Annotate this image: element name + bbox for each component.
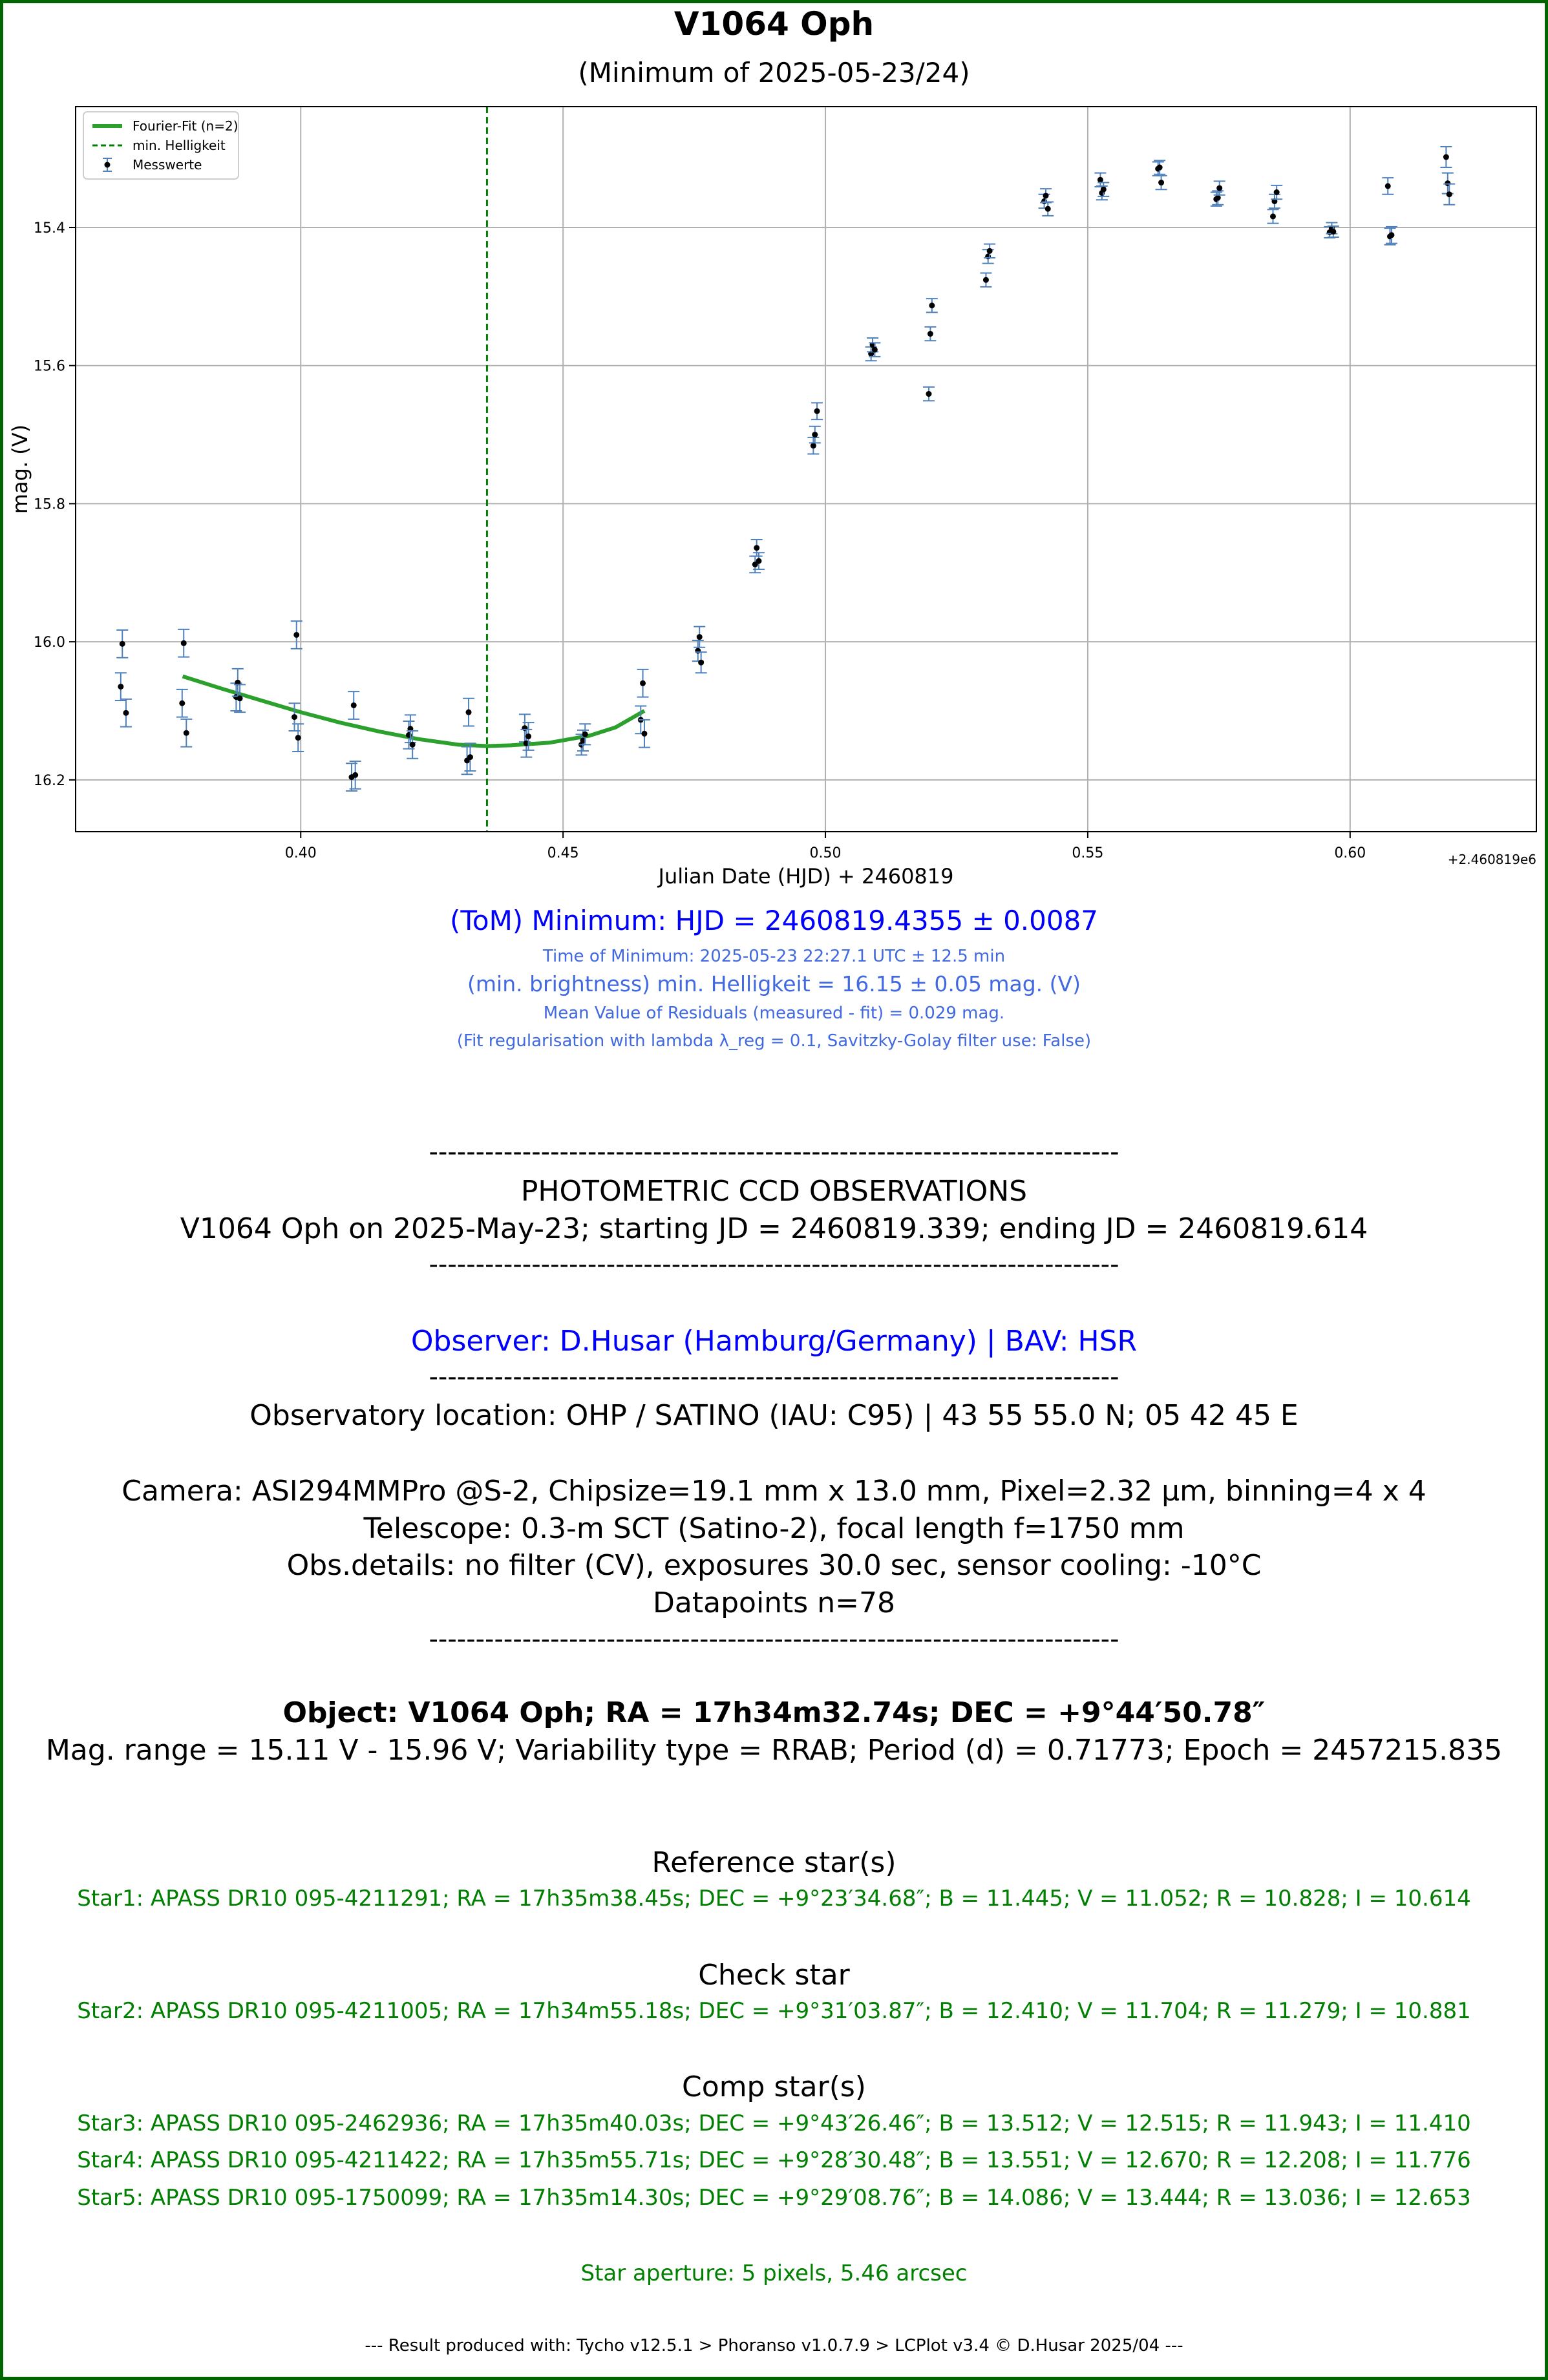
separator-line: -------------------------------------------------------------------------- bbox=[429, 1362, 1119, 1392]
x-axis-label: Julian Date (HJD) + 2460819 bbox=[658, 864, 954, 889]
data-marker bbox=[926, 391, 931, 397]
data-marker bbox=[179, 700, 185, 706]
data-marker bbox=[1330, 229, 1336, 235]
data-marker bbox=[1097, 177, 1103, 183]
star-aperture-line: Star aperture: 5 pixels, 5.46 arcsec bbox=[580, 2260, 968, 2286]
min-brightness: (min. brightness) min. Helligkeit = 16.15 ± 0.05 mag. (V) bbox=[467, 971, 1081, 996]
data-marker bbox=[1101, 187, 1107, 193]
datapoints-line: Datapoints n=78 bbox=[653, 1586, 895, 1619]
check-star-header: Check star bbox=[698, 1959, 850, 1992]
reference-star-header: Reference star(s) bbox=[652, 1846, 896, 1879]
data-marker bbox=[466, 710, 472, 715]
object-line: Object: V1064 Oph; RA = 17h34m32.74s; DEC = +9°44′50.78″ bbox=[282, 1696, 1266, 1729]
observatory-line: Observatory location: OHP / SATINO (IAU: C95) | 43 55 55.0 N; 05 42 45 E bbox=[249, 1399, 1299, 1432]
reference-star-line: Star1: APASS DR10 095-4211291; RA = 17h35m38.45s; DEC = +9°23′34.68″; B = 11.445; V = 11.052; R = 10.828; I = 10.614 bbox=[77, 1886, 1471, 1911]
data-marker bbox=[928, 331, 933, 337]
data-marker bbox=[640, 680, 646, 686]
photometric-header: PHOTOMETRIC CCD OBSERVATIONS bbox=[520, 1175, 1028, 1208]
comp-star-line: Star3: APASS DR10 095-2462936; RA = 17h35m40.03s; DEC = +9°43′26.46″; B = 13.512; V = 12.515; R = 11.943; I = 11.410 bbox=[77, 2111, 1471, 2136]
data-marker bbox=[1043, 193, 1048, 198]
data-marker bbox=[1385, 183, 1391, 189]
fit-regularisation: (Fit regularisation with lambda λ_reg = 0.1, Savitzky-Golay filter use: False) bbox=[456, 1031, 1092, 1051]
data-marker bbox=[295, 735, 301, 741]
data-marker bbox=[1215, 195, 1221, 201]
data-marker bbox=[1270, 213, 1276, 219]
data-marker bbox=[181, 640, 187, 646]
data-marker bbox=[410, 742, 416, 748]
y-tick-label: 15.6 bbox=[34, 358, 65, 375]
data-marker bbox=[811, 443, 816, 448]
check-star-line: Star2: APASS DR10 095-4211005; RA = 17h34m55.18s; DEC = +9°31′03.87″; B = 12.410; V = 11.704; R = 11.279; I = 10.881 bbox=[77, 1998, 1471, 2024]
data-marker bbox=[525, 733, 531, 739]
data-marker bbox=[184, 730, 189, 736]
legend-label: min. Helligkeit bbox=[133, 138, 226, 153]
chart-subtitle: (Minimum of 2025-05-23/24) bbox=[578, 57, 970, 89]
data-marker bbox=[467, 754, 473, 760]
data-marker bbox=[1443, 154, 1449, 160]
data-marker bbox=[582, 732, 588, 737]
mag-range-line: Mag. range = 15.11 V - 15.96 V; Variability type = RRAB; Period (d) = 0.71773; Epoch = 2457215.835 bbox=[45, 1734, 1503, 1767]
chart-title: V1064 Oph bbox=[673, 5, 875, 43]
data-marker bbox=[872, 347, 878, 353]
y-tick-label: 16.0 bbox=[34, 635, 65, 651]
data-marker bbox=[1045, 206, 1051, 212]
data-marker bbox=[983, 277, 989, 283]
data-marker bbox=[1157, 165, 1163, 171]
data-marker bbox=[1216, 185, 1222, 191]
observer-line: Observer: D.Husar (Hamburg/Germany) | BAV: HSR bbox=[410, 1325, 1138, 1358]
data-marker bbox=[756, 558, 761, 564]
y-tick-label: 16.2 bbox=[34, 772, 65, 789]
data-marker bbox=[814, 408, 820, 414]
comp-star-line: Star5: APASS DR10 095-1750099; RA = 17h35m14.30s; DEC = +9°29′08.76″; B = 14.086; V = 13.444; R = 13.036; I = 12.653 bbox=[77, 2185, 1471, 2211]
data-marker bbox=[812, 432, 818, 437]
x-tick-label: 0.60 bbox=[1334, 845, 1366, 861]
legend-layer bbox=[83, 112, 239, 179]
mean-residuals: Mean Value of Residuals (measured - fit) = 0.029 mag. bbox=[543, 1004, 1005, 1023]
data-marker bbox=[351, 702, 357, 708]
data-marker bbox=[1158, 180, 1164, 185]
x-tick-label: 0.45 bbox=[547, 845, 579, 861]
data-marker bbox=[698, 660, 704, 666]
y-tick-label: 15.8 bbox=[34, 496, 65, 513]
data-marker bbox=[352, 772, 358, 778]
x-tick-label: 0.40 bbox=[284, 845, 317, 861]
separator-line: -------------------------------------------------------------------------- bbox=[429, 1250, 1119, 1280]
telescope-line: Telescope: 0.3-m SCT (Satino-2), focal length f=1750 mm bbox=[363, 1512, 1185, 1545]
data-marker bbox=[237, 695, 243, 701]
data-marker bbox=[1274, 189, 1280, 195]
time-of-minimum: Time of Minimum: 2025-05-23 22:27.1 UTC ± 12.5 min bbox=[542, 947, 1006, 966]
separator-line: -------------------------------------------------------------------------- bbox=[429, 1137, 1119, 1167]
y-axis-label: mag. (V) bbox=[8, 424, 32, 514]
footer-credits: --- Result produced with: Tycho v12.5.1 > Phoranso v1.0.7.9 > LCPlot v3.4 © D.Husar 2025/04 --- bbox=[365, 2336, 1183, 2355]
light-curve-plot bbox=[0, 0, 1548, 918]
legend-marker-swatch bbox=[105, 162, 111, 168]
data-marker bbox=[697, 634, 703, 640]
observation-line: V1064 Oph on 2025-May-23; starting JD = 2460819.339; ending JD = 2460819.614 bbox=[180, 1212, 1368, 1245]
camera-line: Camera: ASI294MMPro @S-2, Chipsize=19.1 mm x 13.0 mm, Pixel=2.32 µm, binning=4 x 4 bbox=[122, 1475, 1426, 1508]
data-marker bbox=[987, 248, 993, 254]
obs-details-line: Obs.details: no filter (CV), exposures 30.0 sec, sensor cooling: -10°C bbox=[286, 1549, 1262, 1582]
data-marker bbox=[695, 648, 701, 654]
data-marker bbox=[754, 545, 759, 551]
x-tick-label: 0.50 bbox=[809, 845, 842, 861]
data-marker bbox=[641, 731, 647, 737]
legend-label: Fourier-Fit (n=2) bbox=[133, 118, 239, 134]
x-offset-label: +2.460819e6 bbox=[1447, 852, 1536, 867]
tom-minimum-result: (ToM) Minimum: HJD = 2460819.4355 ± 0.0087 bbox=[449, 905, 1099, 936]
separator-line: -------------------------------------------------------------------------- bbox=[429, 1625, 1119, 1654]
data-marker bbox=[292, 714, 297, 720]
y-tick-label: 15.4 bbox=[34, 220, 65, 237]
data-marker bbox=[1447, 191, 1452, 197]
data-marker bbox=[118, 684, 123, 690]
comp-star-header: Comp star(s) bbox=[682, 2070, 866, 2103]
data-marker bbox=[293, 632, 299, 638]
x-tick-label: 0.55 bbox=[1072, 845, 1104, 861]
data-marker bbox=[120, 641, 125, 647]
data-marker bbox=[929, 302, 935, 308]
legend-label: Messwerte bbox=[133, 157, 202, 173]
data-marker bbox=[123, 710, 129, 716]
comp-star-line: Star4: APASS DR10 095-4211422; RA = 17h35m55.71s; DEC = +9°28′30.48″; B = 13.551; V = 12.670; R = 12.208; I = 11.776 bbox=[77, 2147, 1471, 2173]
data-marker bbox=[1388, 232, 1394, 238]
